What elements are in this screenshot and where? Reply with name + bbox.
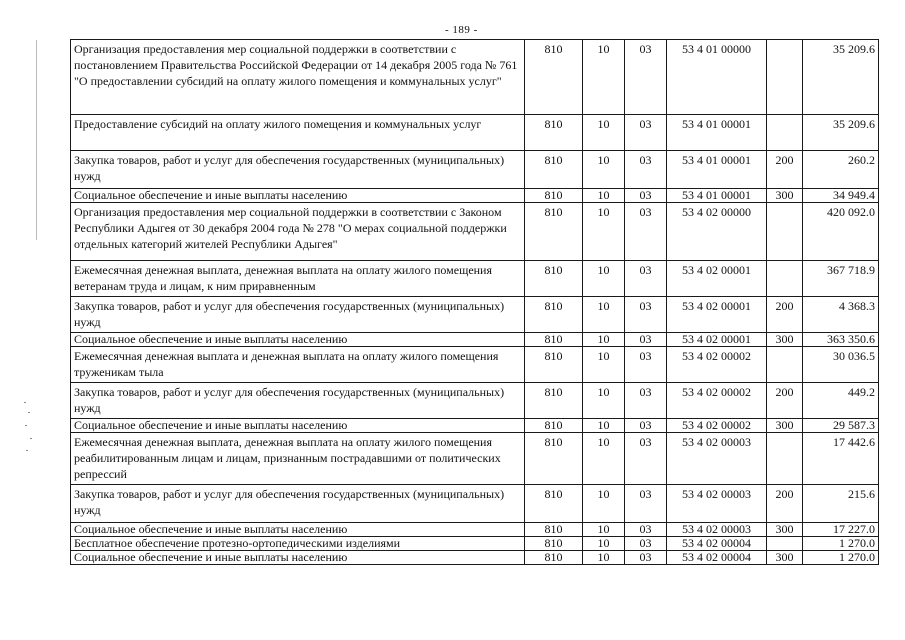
row-ved-cell: 810 bbox=[525, 261, 583, 297]
row-vr-cell: 300 bbox=[767, 189, 803, 203]
row-csr-cell: 53 4 02 00004 bbox=[667, 537, 767, 551]
row-csr-cell: 53 4 01 00001 bbox=[667, 115, 767, 151]
table-row bbox=[71, 115, 879, 151]
row-vr-cell bbox=[767, 347, 803, 383]
row-sum-cell: 17 227.0 bbox=[803, 523, 879, 537]
row-ved-cell: 810 bbox=[525, 523, 583, 537]
row-rz-cell: 10 bbox=[583, 115, 625, 151]
row-rz-cell: 10 bbox=[583, 40, 625, 115]
row-rz-cell: 10 bbox=[583, 297, 625, 333]
row-csr-cell: 53 4 02 00000 bbox=[667, 203, 767, 261]
row-pr-cell: 03 bbox=[625, 537, 667, 551]
row-csr-cell: 53 4 01 00001 bbox=[667, 151, 767, 189]
row-vr-cell: 300 bbox=[767, 523, 803, 537]
table-row bbox=[71, 383, 879, 419]
row-name-cell: Закупка товаров, работ и услуг для обеспечения государственных (муниципальных) нужд bbox=[71, 485, 525, 523]
row-ved-cell: 810 bbox=[525, 203, 583, 261]
row-vr-cell: 200 bbox=[767, 383, 803, 419]
row-name-cell: Социальное обеспечение и иные выплаты населению bbox=[71, 189, 525, 203]
table-row bbox=[71, 40, 879, 115]
row-name-cell: Социальное обеспечение и иные выплаты населению bbox=[71, 551, 525, 565]
row-rz-cell: 10 bbox=[583, 419, 625, 433]
row-pr-cell: 03 bbox=[625, 261, 667, 297]
row-pr-cell: 03 bbox=[625, 333, 667, 347]
row-sum-cell: 363 350.6 bbox=[803, 333, 879, 347]
row-ved-cell: 810 bbox=[525, 537, 583, 551]
row-vr-cell bbox=[767, 203, 803, 261]
row-pr-cell: 03 bbox=[625, 151, 667, 189]
row-csr-cell: 53 4 02 00001 bbox=[667, 261, 767, 297]
row-pr-cell: 03 bbox=[625, 485, 667, 523]
row-rz-cell: 10 bbox=[583, 523, 625, 537]
scan-artifact-dots bbox=[22, 400, 36, 460]
row-pr-cell: 03 bbox=[625, 40, 667, 115]
row-vr-cell bbox=[767, 433, 803, 485]
row-pr-cell: 03 bbox=[625, 297, 667, 333]
row-vr-cell bbox=[767, 40, 803, 115]
row-rz-cell: 10 bbox=[583, 347, 625, 383]
row-name-cell: Социальное обеспечение и иные выплаты населению bbox=[71, 333, 525, 347]
row-ved-cell: 810 bbox=[525, 485, 583, 523]
table-row bbox=[71, 261, 879, 297]
row-rz-cell: 10 bbox=[583, 537, 625, 551]
row-sum-cell: 449.2 bbox=[803, 383, 879, 419]
row-rz-cell: 10 bbox=[583, 151, 625, 189]
row-sum-cell: 215.6 bbox=[803, 485, 879, 523]
row-sum-cell: 35 209.6 bbox=[803, 115, 879, 151]
row-rz-cell: 10 bbox=[583, 333, 625, 347]
row-vr-cell: 200 bbox=[767, 485, 803, 523]
row-pr-cell: 03 bbox=[625, 203, 667, 261]
row-vr-cell: 200 bbox=[767, 151, 803, 189]
table-row bbox=[71, 189, 879, 203]
row-sum-cell: 367 718.9 bbox=[803, 261, 879, 297]
table-row bbox=[71, 151, 879, 189]
table-row bbox=[71, 347, 879, 383]
row-sum-cell: 17 442.6 bbox=[803, 433, 879, 485]
row-name-cell: Предоставление субсидий на оплату жилого помещения и коммунальных услуг bbox=[71, 115, 525, 151]
row-ved-cell: 810 bbox=[525, 115, 583, 151]
row-vr-cell: 300 bbox=[767, 419, 803, 433]
row-rz-cell: 10 bbox=[583, 485, 625, 523]
row-name-cell: Закупка товаров, работ и услуг для обеспечения государственных (муниципальных) нужд bbox=[71, 297, 525, 333]
row-csr-cell: 53 4 02 00001 bbox=[667, 333, 767, 347]
row-vr-cell bbox=[767, 537, 803, 551]
row-vr-cell bbox=[767, 261, 803, 297]
table-row bbox=[71, 537, 879, 551]
row-csr-cell: 53 4 02 00002 bbox=[667, 419, 767, 433]
row-vr-cell bbox=[767, 115, 803, 151]
row-csr-cell: 53 4 01 00001 bbox=[667, 189, 767, 203]
row-name-cell: Закупка товаров, работ и услуг для обеспечения государственных (муниципальных) нужд bbox=[71, 151, 525, 189]
table-row bbox=[71, 551, 879, 565]
row-ved-cell: 810 bbox=[525, 151, 583, 189]
row-name-cell: Ежемесячная денежная выплата, денежная выплата на оплату жилого помещения реабилитированным лицам и лицам, признанным пострадавшими от политических репрессий bbox=[71, 433, 525, 485]
row-ved-cell: 810 bbox=[525, 419, 583, 433]
row-sum-cell: 35 209.6 bbox=[803, 40, 879, 115]
row-ved-cell: 810 bbox=[525, 551, 583, 565]
row-rz-cell: 10 bbox=[583, 261, 625, 297]
row-vr-cell: 200 bbox=[767, 297, 803, 333]
table-row bbox=[71, 333, 879, 347]
row-rz-cell: 10 bbox=[583, 551, 625, 565]
row-csr-cell: 53 4 02 00001 bbox=[667, 297, 767, 333]
scan-margin-line bbox=[36, 40, 37, 240]
row-sum-cell: 30 036.5 bbox=[803, 347, 879, 383]
row-pr-cell: 03 bbox=[625, 433, 667, 485]
row-name-cell: Закупка товаров, работ и услуг для обеспечения государственных (муниципальных) нужд bbox=[71, 383, 525, 419]
row-ved-cell: 810 bbox=[525, 347, 583, 383]
row-pr-cell: 03 bbox=[625, 523, 667, 537]
table-row bbox=[71, 523, 879, 537]
row-sum-cell: 1 270.0 bbox=[803, 537, 879, 551]
row-pr-cell: 03 bbox=[625, 115, 667, 151]
row-pr-cell: 03 bbox=[625, 189, 667, 203]
row-name-cell: Бесплатное обеспечение протезно-ортопедическими изделиями bbox=[71, 537, 525, 551]
row-ved-cell: 810 bbox=[525, 297, 583, 333]
row-ved-cell: 810 bbox=[525, 333, 583, 347]
row-sum-cell: 420 092.0 bbox=[803, 203, 879, 261]
table-row bbox=[71, 297, 879, 333]
table-row bbox=[71, 203, 879, 261]
row-rz-cell: 10 bbox=[583, 383, 625, 419]
row-sum-cell: 1 270.0 bbox=[803, 551, 879, 565]
row-name-cell: Ежемесячная денежная выплата, денежная выплата на оплату жилого помещения ветеранам труда и лицам, к ним приравненным bbox=[71, 261, 525, 297]
row-csr-cell: 53 4 02 00004 bbox=[667, 551, 767, 565]
page-number: - 189 - bbox=[445, 24, 478, 36]
row-csr-cell: 53 4 02 00003 bbox=[667, 485, 767, 523]
row-name-cell: Ежемесячная денежная выплата и денежная выплата на оплату жилого помещения труженикам тыла bbox=[71, 347, 525, 383]
row-pr-cell: 03 bbox=[625, 551, 667, 565]
row-sum-cell: 4 368.3 bbox=[803, 297, 879, 333]
row-ved-cell: 810 bbox=[525, 40, 583, 115]
row-sum-cell: 34 949.4 bbox=[803, 189, 879, 203]
row-name-cell: Социальное обеспечение и иные выплаты населению bbox=[71, 419, 525, 433]
row-pr-cell: 03 bbox=[625, 419, 667, 433]
row-name-cell: Социальное обеспечение и иные выплаты населению bbox=[71, 523, 525, 537]
row-csr-cell: 53 4 02 00002 bbox=[667, 383, 767, 419]
row-name-cell: Организация предоставления мер социальной поддержки в соответствии с постановлением Правительства Российской Федерации от 14 декабря 2005 года № 761 "О предоставлении субсидий на оплату жилого помещения и коммунальных услуг" bbox=[71, 40, 525, 115]
row-pr-cell: 03 bbox=[625, 383, 667, 419]
row-name-cell: Организация предоставления мер социальной поддержки в соответствии с Законом Республики Адыгея от 30 декабря 2004 года № 278 "О мерах социальной поддержки отдельных категорий жителей Республики Адыгея" bbox=[71, 203, 525, 261]
row-csr-cell: 53 4 02 00003 bbox=[667, 433, 767, 485]
row-sum-cell: 29 587.3 bbox=[803, 419, 879, 433]
row-pr-cell: 03 bbox=[625, 347, 667, 383]
table-row bbox=[71, 419, 879, 433]
row-csr-cell: 53 4 01 00000 bbox=[667, 40, 767, 115]
row-rz-cell: 10 bbox=[583, 433, 625, 485]
table-row bbox=[71, 485, 879, 523]
row-rz-cell: 10 bbox=[583, 203, 625, 261]
budget-table bbox=[70, 39, 879, 565]
row-ved-cell: 810 bbox=[525, 383, 583, 419]
row-vr-cell: 300 bbox=[767, 551, 803, 565]
row-csr-cell: 53 4 02 00003 bbox=[667, 523, 767, 537]
row-rz-cell: 10 bbox=[583, 189, 625, 203]
row-ved-cell: 810 bbox=[525, 189, 583, 203]
table-row bbox=[71, 433, 879, 485]
row-ved-cell: 810 bbox=[525, 433, 583, 485]
row-sum-cell: 260.2 bbox=[803, 151, 879, 189]
row-csr-cell: 53 4 02 00002 bbox=[667, 347, 767, 383]
row-vr-cell: 300 bbox=[767, 333, 803, 347]
